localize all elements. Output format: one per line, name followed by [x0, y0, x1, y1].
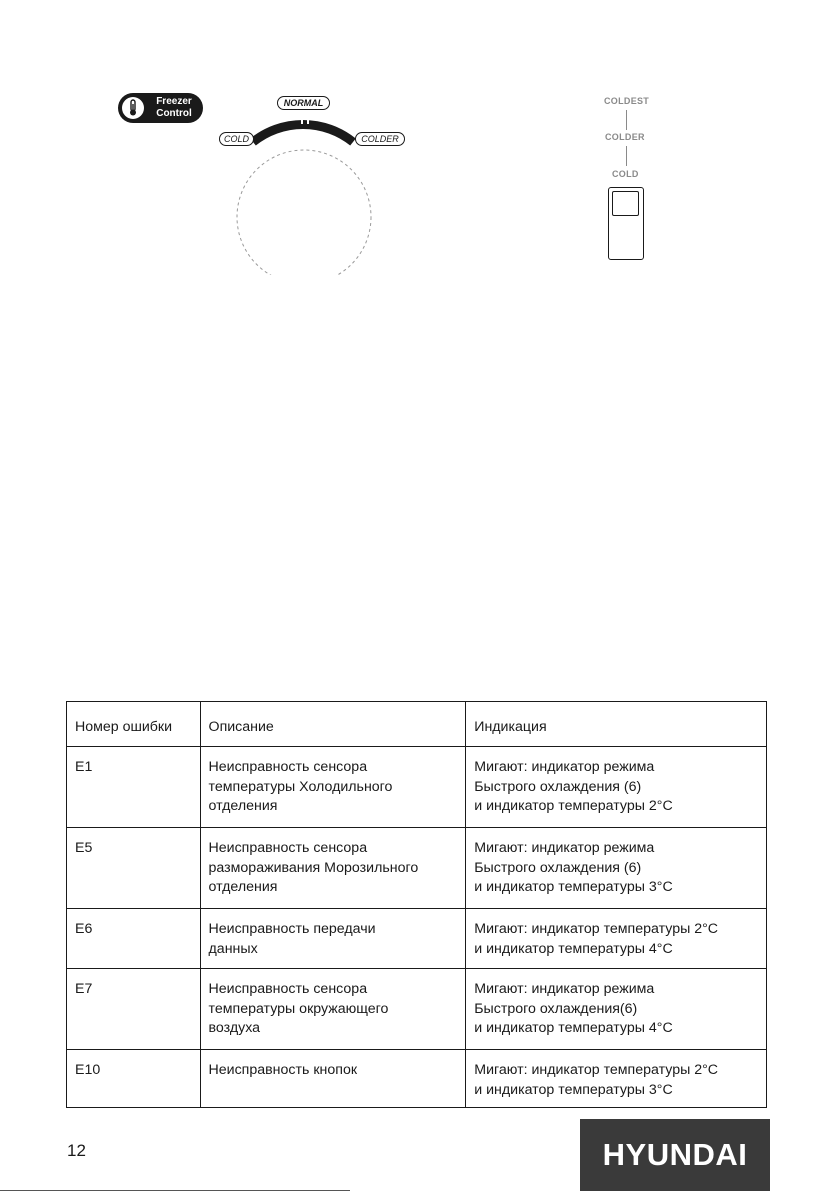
table-row — [67, 909, 767, 969]
slider-level-coldest: COLDEST — [604, 96, 650, 106]
slider-level-cold: COLD — [612, 169, 639, 179]
freezer-control-line-1: Freezer — [156, 96, 192, 107]
dial-colder-label: COLDER — [355, 132, 405, 146]
slider-tick-line — [626, 110, 627, 130]
table-row — [67, 1050, 767, 1108]
error-code: E6 — [67, 909, 201, 969]
table-row — [67, 747, 767, 828]
header-indication: Индикация — [466, 702, 767, 747]
dial-arc — [253, 124, 353, 142]
slider-tick-line — [626, 146, 627, 166]
freezer-control-line-2: Control — [156, 108, 192, 119]
freezer-control-label — [148, 96, 200, 120]
bottom-divider — [0, 1190, 350, 1191]
dial-outline — [237, 150, 371, 275]
table-row — [67, 828, 767, 909]
table-row — [67, 969, 767, 1050]
error-indication: Мигают: индикатор режима Быстрого охлаждения (6) и индикатор температуры 2°С — [466, 747, 767, 828]
error-indication: Мигают: индикатор температуры 2°С и индикатор температуры 4°С — [466, 909, 767, 969]
temperature-dial — [215, 90, 415, 275]
dial-normal-label: NORMAL — [277, 96, 330, 110]
thermometer-icon — [121, 96, 145, 120]
error-description: Неисправность кнопок — [200, 1050, 466, 1108]
error-code: E10 — [67, 1050, 201, 1108]
error-indication: Мигают: индикатор режима Быстрого охлаждения(6) и индикатор температуры 4°С — [466, 969, 767, 1050]
freezer-control-badge — [118, 93, 203, 123]
dial-cold-label: COLD — [219, 132, 254, 146]
error-description: Неисправность сенсора температуры окружающего воздуха — [200, 969, 466, 1050]
error-description: Неисправность сенсора температуры Холодильного отделения — [200, 747, 466, 828]
page-number: 12 — [67, 1141, 86, 1160]
slider-level-colder: COLDER — [605, 132, 645, 142]
error-codes-table — [66, 701, 767, 1108]
error-description: Неисправность сенсора размораживания Морозильного отделения — [200, 828, 466, 909]
table-header-row — [67, 702, 767, 747]
error-code: E7 — [67, 969, 201, 1050]
temperature-slider[interactable] — [608, 187, 644, 260]
error-description: Неисправность передачи данных — [200, 909, 466, 969]
slider-knob[interactable] — [612, 191, 639, 216]
error-indication: Мигают: индикатор режима Быстрого охлаждения (6) и индикатор температуры 3°С — [466, 828, 767, 909]
brand-logo: HYUNDAI — [580, 1119, 770, 1191]
error-code: E5 — [67, 828, 201, 909]
error-code: E1 — [67, 747, 201, 828]
header-error-code: Номер ошибки — [67, 702, 201, 747]
header-description: Описание — [200, 702, 466, 747]
error-indication: Мигают: индикатор температуры 2°С и индикатор температуры 3°С — [466, 1050, 767, 1108]
